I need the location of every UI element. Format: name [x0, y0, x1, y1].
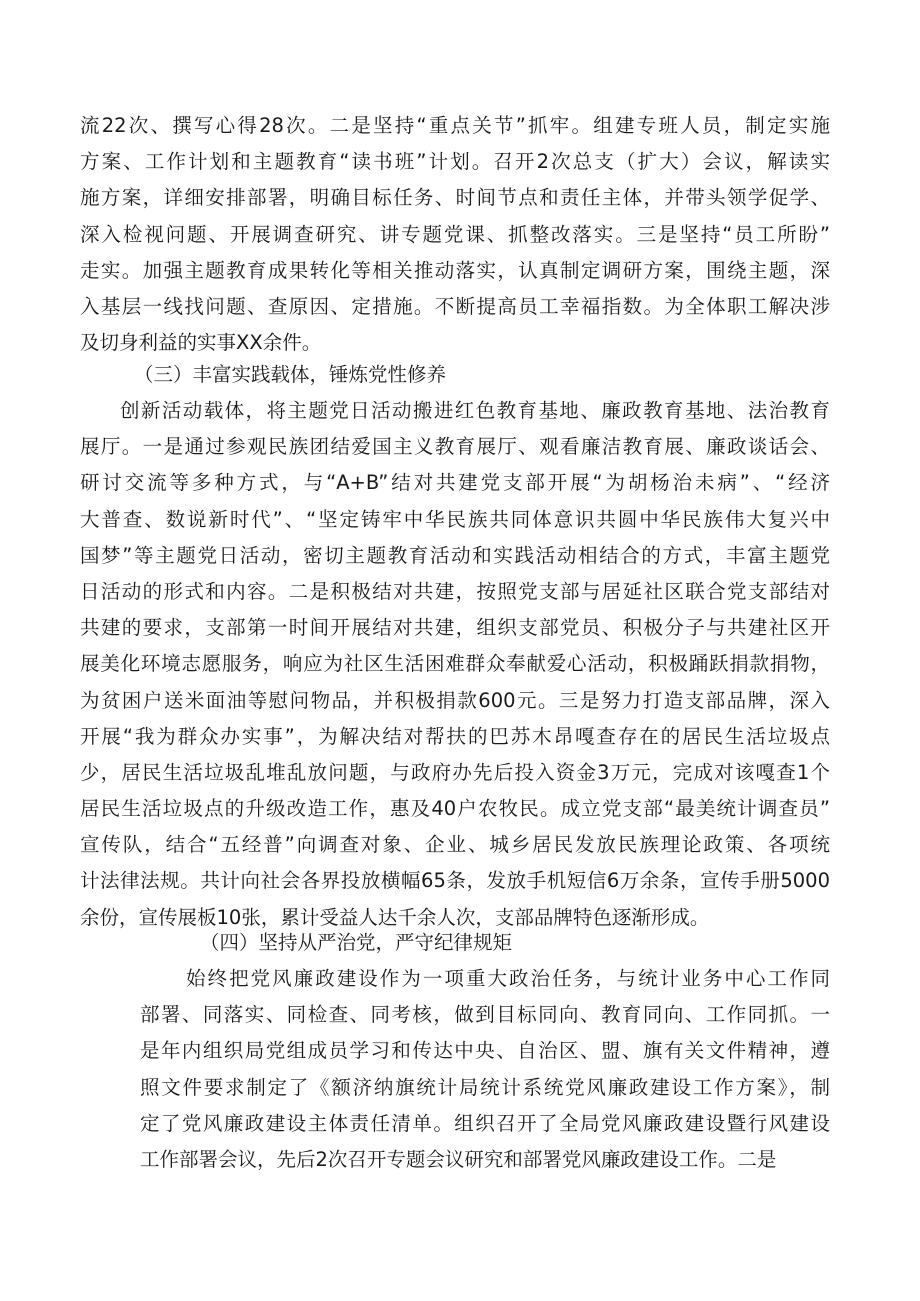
text-line: （四）坚持从严治党，严守纪律规矩: [200, 931, 513, 954]
text-line: 入基层一线找问题、查原因、定措施。不断提高员工幸福指数。为全体职工解决涉: [80, 294, 830, 318]
text-line: 创新活动载体，将主题党日活动搬进红色教育基地、廉政教育基地、法治教育: [120, 399, 830, 422]
text-line: 方案、工作计划和主题教育“读书班”计划。召开2次总支（扩大）会议，解读实: [80, 150, 830, 174]
text-line: 研讨交流等多种方式，与“A+B”结对共建党支部开展“为胡杨治未病”、“经济: [80, 471, 830, 495]
text-line: 少，居民生活垃圾乱堆乱放问题，与政府办先后投入资金3万元，完成对该嘎查1个: [80, 760, 830, 784]
text-line: 开展“我为群众办实事”，为解决结对帮扶的巴苏木昂嘎查存在的居民生活垃圾点: [80, 724, 830, 748]
text-line: 共建的要求，支部第一时间开展结对共建，组织支部党员、积极分子与共建社区开: [80, 616, 830, 640]
text-line: 国梦”等主题党日活动，密切主题教育活动和实践活动相结合的方式，丰富主题党: [80, 543, 830, 567]
text-line: 施方案，详细安排部署，明确目标任务、时间节点和责任主体，并带头领学促学、: [80, 186, 830, 210]
section-heading-4: [140, 925, 830, 961]
paragraph-topic-education-summary: [80, 108, 830, 361]
text-line: 宣传队，结合“五经普”向调查对象、企业、城乡居民发放民族理论政策、各项统: [80, 833, 830, 857]
text-line: 展厅。一是通过参观民族团结爱国主义教育展厅、观看廉洁教育展、廉政谈话会、: [80, 435, 830, 459]
text-line: 始终把党风廉政建设作为一项重大政治任务，与统计业务中心工作同: [186, 967, 830, 990]
text-line: 工作部署会议，先后2次召开专题会议研究和部署党风廉政建设工作。二是: [140, 1147, 777, 1171]
text-line: 余份，宣传展板10张，累计受益人达千余人次，支部品牌特色逐渐形成。: [80, 905, 710, 929]
text-line: 计法律法规。共计向社会各界投放横幅65条，发放手机短信6万余条，宣传手册5000: [80, 869, 830, 893]
text-line: 展美化环境志愿服务，响应为社区生活困难群众奉献爱心活动，积极踊跃捐款捐物，: [80, 652, 830, 676]
section-heading-3: [80, 357, 830, 393]
text-line: 深入检视问题、开展调查研究、讲专题党课、抓整改落实。三是坚持“员工所盼”: [80, 222, 830, 246]
text-line: 流22次、撰写心得28次。二是坚持“重点关节”抓牢。组建专班人员，制定实施: [80, 114, 830, 137]
text-line: 及切身利益的实事XX余件。: [80, 331, 322, 355]
paragraph-party-discipline: [140, 961, 830, 1178]
text-line: 为贫困户送米面油等慰问物品，并积极捐款600元。三是努力打造支部品牌，深入: [80, 688, 830, 712]
text-line: 大普查、数说新时代”、“坚定铸牢中华民族共同体意识共圆中华民族伟大复兴中: [80, 507, 830, 531]
text-line: 是年内组织局党组成员学习和传达中央、自治区、盟、旗有关文件精神，遵: [140, 1039, 830, 1063]
text-line: （三）丰富实践载体，锤炼党性修养: [134, 363, 447, 386]
text-line: 日活动的形式和内容。二是积极结对共建，按照党支部与居延社区联合党支部结对: [80, 579, 830, 603]
text-line: 部署、同落实、同检查、同考核，做到目标同向、教育同向、工作同抓。一: [140, 1003, 830, 1027]
text-line: 定了党风廉政建设主体责任清单。组织召开了全局党风廉政建设暨行风建设: [140, 1111, 830, 1135]
paragraph-practice-activities: [80, 393, 830, 936]
text-line: 居民生活垃圾点的升级改造工作，惠及40户农牧民。成立党支部“最美统计调查员”: [80, 797, 830, 821]
text-line: 走实。加强主题教育成果转化等相关推动落实，认真制定调研方案，围绕主题，深: [80, 258, 830, 282]
text-line: 照文件要求制定了《额济纳旗统计局统计系统党风廉政建设工作方案》，制: [140, 1075, 830, 1099]
